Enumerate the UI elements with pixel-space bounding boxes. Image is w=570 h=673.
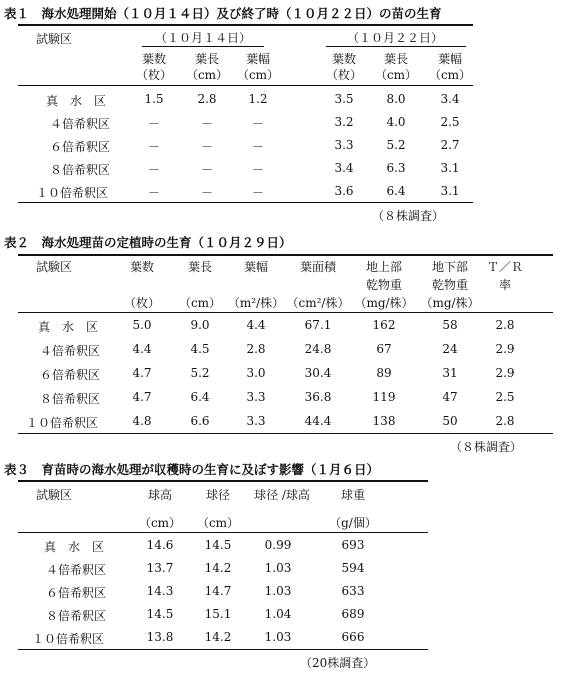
t2-hdr-root-dw: 地下部 乾物重 [431, 260, 468, 292]
t2-cell: 4.5 [190, 342, 210, 356]
t2-cell: 31 [442, 366, 458, 380]
t2-hdr-tr-ratio: Ｔ／Ｒ 率 [486, 260, 523, 292]
t3-unit: （g/個） [329, 516, 377, 530]
t3-row-label: ８倍希釈区 [46, 609, 107, 623]
t1-cell: 6.4 [386, 184, 406, 198]
t1-cell: 2.8 [197, 92, 217, 106]
t2-cell: 2.8 [495, 414, 515, 428]
t1-cell: － [251, 163, 264, 177]
t3-row-label: 真 水 区 [44, 540, 105, 554]
t2-cell: 24 [442, 342, 458, 356]
t2-cell: 162 [372, 318, 396, 332]
t2-row-label: ４倍希釈区 [40, 344, 101, 358]
t1-cell: 5.2 [386, 138, 406, 152]
t3-cell: 689 [341, 607, 365, 621]
t3-cell: 15.1 [204, 607, 232, 621]
t3-cell: 666 [341, 630, 365, 644]
t2-cell: 67 [376, 342, 392, 356]
t1-cell: 3.3 [334, 138, 354, 152]
t2-cell: 4.8 [132, 414, 152, 428]
t3-cell: 13.7 [146, 561, 174, 575]
t1-cell: － [147, 117, 160, 131]
t2-cell: 30.4 [304, 366, 332, 380]
t1-subhdr-leafwid-2: 葉幅 [437, 52, 462, 66]
t3-hdr-diameter: 球径 [205, 488, 230, 502]
t2-cell: 2.9 [495, 366, 515, 380]
t2-cell: 4.7 [132, 390, 152, 404]
t3-hdr-weight: 球重 [340, 488, 365, 502]
table2-top-rule [18, 254, 553, 256]
t3-hdr-ratio: 球径 /球高 [254, 488, 310, 502]
t1-cell: 1.5 [144, 92, 164, 106]
t3-cell: 14.2 [204, 561, 232, 575]
t2-hdr-leafcount: 葉数 [129, 260, 154, 274]
t1-cell: 2.7 [440, 138, 460, 152]
t1-row-label: ８倍希釈区 [50, 163, 111, 177]
table1-top-rule [18, 24, 473, 26]
t1-cell: 3.5 [334, 92, 354, 106]
t3-cell: 0.99 [264, 538, 292, 552]
table2-caption: 表２ 海水処理苗の定植時の生育（１０月２９日） [4, 235, 292, 250]
t2-cell: 4.7 [132, 366, 152, 380]
t3-cell: 14.6 [146, 538, 174, 552]
t1-unit-2: （cm） [185, 68, 229, 82]
t2-hdr-leafwid: 葉幅 [243, 260, 268, 274]
table2-bottom-rule [18, 433, 553, 434]
table2-header-rule [18, 312, 553, 313]
t2-hdr-shoot-dw: 地上部 乾物重 [365, 260, 402, 292]
t2-cell: 3.3 [246, 414, 266, 428]
t3-cell: 594 [341, 561, 365, 575]
table3-caption: 表３ 育苗時の海水処理が収穫時の生育に及ぼす影響（１月６日） [4, 462, 380, 477]
t1-cell: － [200, 117, 213, 131]
t1-cell: － [200, 140, 213, 154]
t2-row-label: 真 水 区 [38, 320, 99, 334]
t2-cell: 6.6 [190, 414, 210, 428]
t2-cell: 5.0 [132, 318, 152, 332]
t2-unit: （cm²/株） [286, 296, 350, 310]
t1-cell: － [251, 140, 264, 154]
t1-cell: 4.0 [386, 115, 406, 129]
t2-row-label: ６倍希釈区 [40, 368, 101, 382]
t3-cell: 14.5 [204, 538, 232, 552]
t2-unit: （cm） [178, 296, 222, 310]
t1-subhdr-leafcount-1: 葉数 [141, 52, 166, 66]
t1-cell: － [147, 186, 160, 200]
t2-cell: 89 [376, 366, 392, 380]
table3-header-rule [18, 532, 428, 533]
t1-row-label: ６倍希釈区 [50, 140, 111, 154]
table1-group1-header: （１０月１４日） [154, 31, 251, 45]
t3-row-label: １０倍希釈区 [32, 632, 105, 646]
t1-unit-1: （枚） [135, 68, 172, 82]
t3-cell: 1.04 [264, 607, 292, 621]
t1-cell: 3.1 [440, 161, 460, 175]
t1-cell: 3.6 [334, 184, 354, 198]
t2-unit: （m²/株） [227, 296, 285, 310]
t2-cell: 3.0 [246, 366, 266, 380]
t2-hdr-leaflen: 葉長 [187, 260, 212, 274]
table1-col-header: 試験区 [36, 32, 73, 46]
t2-cell: 6.4 [190, 390, 210, 404]
table1-group1-rule [142, 46, 264, 47]
t1-cell: 1.2 [248, 92, 268, 106]
t3-cell: 14.3 [146, 584, 174, 598]
t2-cell: 2.8 [246, 342, 266, 356]
t1-row-label: １０倍希釈区 [36, 186, 109, 200]
t2-cell: 2.9 [495, 342, 515, 356]
t2-cell: 24.8 [304, 342, 332, 356]
table1-header-rule [18, 85, 473, 86]
table1-bottom-rule [18, 202, 473, 203]
t2-cell: 5.2 [190, 366, 210, 380]
t2-cell: 119 [372, 390, 396, 404]
table2-note: （８株調査） [450, 440, 523, 454]
t3-cell: 14.5 [146, 607, 174, 621]
t3-cell: 693 [341, 538, 365, 552]
t3-unit: （cm） [196, 516, 240, 530]
t3-unit: （cm） [138, 516, 182, 530]
t2-cell: 44.4 [304, 414, 332, 428]
t1-cell: － [147, 163, 160, 177]
t3-cell: 633 [341, 584, 365, 598]
t1-unit-5: （cm） [374, 68, 418, 82]
t1-cell: 8.0 [386, 92, 406, 106]
t1-cell: 3.1 [440, 184, 460, 198]
t2-cell: 4.4 [246, 318, 266, 332]
t1-row-label: 真 水 区 [46, 94, 107, 108]
t3-cell: 1.03 [264, 561, 292, 575]
table1-caption: 表１ 海水処理開始（１０月１４日）及び終了時（１０月２２日）の苗の生育 [4, 6, 442, 21]
table3-top-rule [18, 480, 428, 482]
t3-cell: 14.7 [204, 584, 232, 598]
t2-cell: 3.3 [246, 390, 266, 404]
t2-row-label: １０倍希釈区 [26, 416, 99, 430]
table2-col-header: 試験区 [36, 260, 73, 274]
t1-cell: 3.4 [334, 161, 354, 175]
table1-group2-rule [326, 46, 466, 47]
t2-cell: 9.0 [190, 318, 210, 332]
t1-cell: 3.4 [440, 92, 460, 106]
t1-subhdr-leafwid-1: 葉幅 [245, 52, 270, 66]
table3-col-header: 試験区 [36, 488, 73, 502]
t2-unit: （mg/株） [354, 296, 414, 310]
t2-cell: 138 [372, 414, 396, 428]
t2-unit: （枚） [123, 296, 160, 310]
t2-unit: （mg/株） [420, 296, 480, 310]
t2-cell: 50 [442, 414, 458, 428]
t3-row-label: ６倍希釈区 [46, 586, 107, 600]
t2-cell: 47 [442, 390, 458, 404]
t1-cell: 2.5 [440, 115, 460, 129]
t1-subhdr-leaflen-2: 葉長 [383, 52, 408, 66]
t3-row-label: ４倍希釈区 [46, 563, 107, 577]
t3-cell: 13.8 [146, 630, 174, 644]
t1-cell: － [251, 186, 264, 200]
table3-bottom-rule [18, 649, 428, 650]
t2-cell: 2.8 [495, 318, 515, 332]
t1-cell: － [200, 163, 213, 177]
t2-cell: 4.4 [132, 342, 152, 356]
t1-cell: － [251, 117, 264, 131]
t2-cell: 2.5 [495, 390, 515, 404]
t1-unit-6: （cm） [428, 68, 472, 82]
t1-subhdr-leaflen-1: 葉長 [194, 52, 219, 66]
t3-cell: 1.03 [264, 584, 292, 598]
t1-unit-4: （枚） [325, 68, 362, 82]
table3-note: （20株調査） [300, 656, 376, 670]
t2-cell: 67.1 [304, 318, 332, 332]
t2-row-label: ８倍希釈区 [40, 392, 101, 406]
t1-row-label: ４倍希釈区 [50, 117, 111, 131]
t3-hdr-height: 球高 [147, 488, 172, 502]
t1-unit-3: （cm） [236, 68, 280, 82]
t1-cell: － [200, 186, 213, 200]
t3-cell: 14.2 [204, 630, 232, 644]
t1-cell: 6.3 [386, 161, 406, 175]
t2-hdr-leafarea: 葉面積 [299, 260, 336, 274]
t1-cell: － [147, 140, 160, 154]
table1-note: （８株調査） [372, 209, 445, 223]
table1-group2-header: （１０月２２日） [346, 31, 443, 45]
t1-cell: 3.2 [334, 115, 354, 129]
t2-cell: 36.8 [304, 390, 332, 404]
t3-cell: 1.03 [264, 630, 292, 644]
t1-subhdr-leafcount-2: 葉数 [331, 52, 356, 66]
t2-cell: 58 [442, 318, 458, 332]
